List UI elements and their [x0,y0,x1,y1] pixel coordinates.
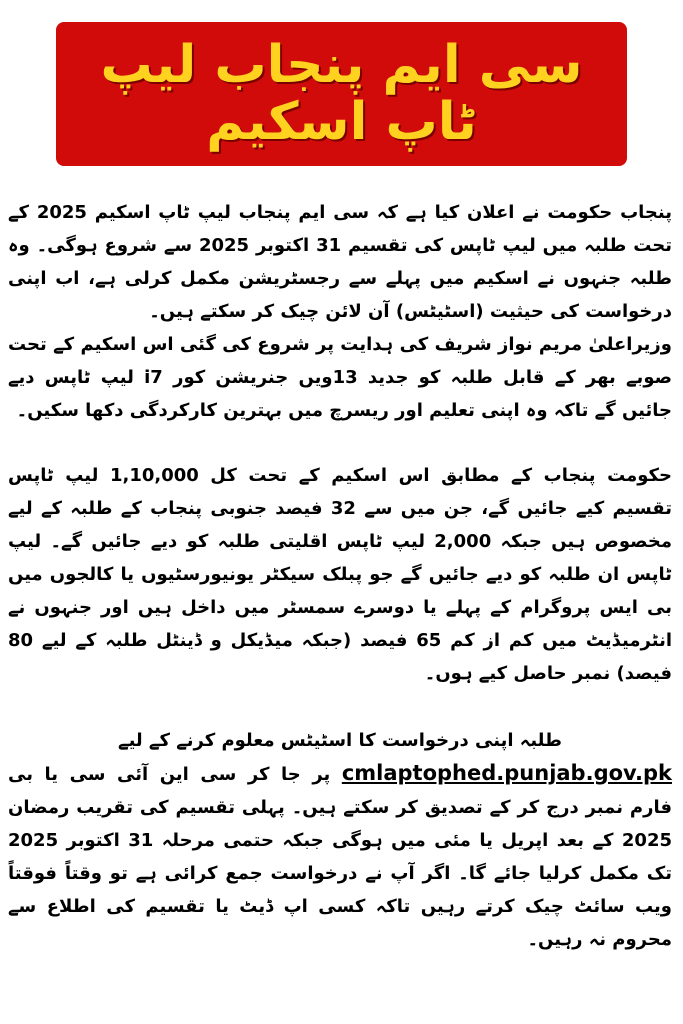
paragraph-status-check [8,757,672,956]
article-body [8,196,672,956]
paragraph-scheme-details: وزیراعلیٰ مریم نواز شریف کی ہدایت پر شروع کی گئی اس اسکیم کے تحت صوبے بھر کے قابل طلبہ کو جدید 13ویں جنریشن کور i7 لیپ ٹاپس دیے جائیں گے تاکہ وہ اپنی تعلیم اور ریسرچ میں بہترین کارکردگی دکھا سکیں۔ [8,334,672,421]
paragraph-eligibility: حکومت پنجاب کے مطابق اس اسکیم کے تحت کل 1,10,000 لیپ ٹاپس تقسیم کیے جائیں گے، جن میں سے 32 فیصد جنوبی پنجاب کے طلبہ کے لیے مخصوص ہیں جبکہ 2,000 لیپ ٹاپس اقلیتی طلبہ کو دیے جائیں گے۔ لیپ ٹاپس ان طلبہ کو دیے جائیں گے جو پبلک سیکٹر یونیورسٹیوں یا کالجوں میں بی ایس پروگرام کے پہلے یا دوسرے سمسٹر میں داخل ہیں اور جنہوں نے انٹرمیڈیٹ میں کم از کم 65 فیصد (جبکہ میڈیکل و ڈینٹل طلبہ کے لیے 80 فیصد) نمبر حاصل کیے ہوں۔ [8,465,672,684]
status-instructions: پر جا کر سی این آئی سی یا بی فارم نمبر درج کر کے تصدیق کر سکتے ہیں۔ پہلی تقسیم کی تقریب رمضان 2025 کے بعد اپریل یا مئی میں ہوگی جبکہ حتمی مرحلہ 31 اکتوبر 2025 تک مکمل کرلیا جائے گا۔ اگر آپ نے درخواست جمع کرائی ہے تو وقتاً فوقتاً ویب سائٹ چیک کرتے رہیں تاکہ کسی اپ ڈیٹ یا تقسیم کی اطلاع سے محروم نہ رہیں۔ [8,764,673,950]
title-banner [56,22,627,166]
page-title: سی ایم پنجاب لیپ ٹاپ اسکیم [100,34,583,152]
website-link[interactable]: cmlaptophed.punjab.gov.pk [341,761,672,785]
paragraph-intro: پنجاب حکومت نے اعلان کیا ہے کہ سی ایم پنجاب لیپ ٹاپ اسکیم 2025 کے تحت طلبہ میں لیپ ٹاپس کی تقسیم 31 اکتوبر 2025 سے شروع ہوگی۔ وہ طلبہ جنہوں نے اسکیم میں پہلے سے رجسٹریشن مکمل کرلی ہے، اب اپنی درخواست کی حیثیت (اسٹیٹس) آن لائن چیک کر سکتے ہیں۔ [8,202,673,322]
status-heading: طلبہ اپنی درخواست کا اسٹیٹس معلوم کرنے کے لیے [118,730,562,751]
